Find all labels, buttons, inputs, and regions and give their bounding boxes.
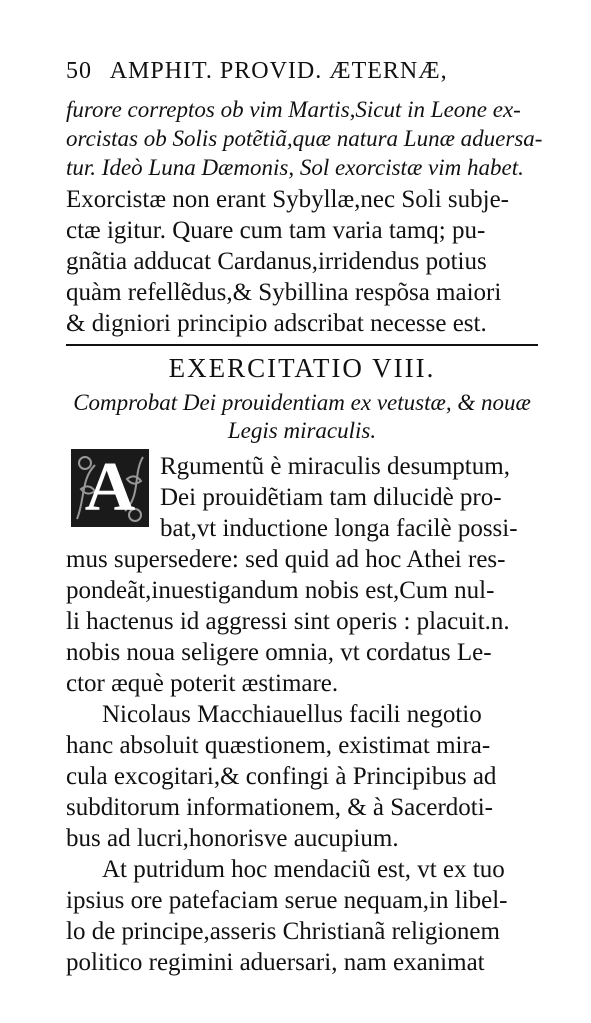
body-text-line: pondeãt,inuestigandum nobis est,Cum nul- [66,577,495,604]
drop-cap-letter: A [84,449,136,526]
body-text-line: subditorum informationem, & à Sacerdoti- [66,794,493,821]
body-text-line: Dei prouidẽtiam tam dilucidè pro- [160,484,502,511]
section-title: EXERCITATIO VIII. [168,353,436,383]
body-text-line: politico regimini aduersari, nam exanimat [66,949,485,976]
body-text-line: Nicolaus Macchiauellus facili negotio [102,701,482,728]
intro-italic-line: furore correptos ob vim Martis,Sicut in Leone ex- [66,97,521,122]
body-text-line: Rgumentũ è miraculis desumptum, [160,453,510,480]
body-text-line: nobis noua seligere omnia, vt cordatus Le- [66,639,492,666]
intro-text-line: & digniori principio adscribat necesse est. [66,310,487,337]
intro-italic-line: tur. Ideò Luna Dæmonis, Sol exorcistæ vim habet. [66,155,524,180]
body-text-line: ipsius ore patefaciam serue nequam,in libel- [66,887,508,914]
running-header [66,58,546,85]
page-number: 50 [66,58,92,84]
body-text-line: hanc absoluit quæstionem, existimat mira- [66,732,491,759]
body-text-line: li hactenus id aggressi sint operis : placuit.n. [66,608,510,635]
body-text-line: ctor æquè poterit æstimare. [66,670,339,697]
drop-cap-initial [71,449,149,527]
section-subtitle: Comprobat Dei prouidentiam ex vetustæ, & nouæ [73,390,531,415]
section-subtitle: Legis miraculis. [227,418,377,443]
intro-text-line: Exorcistæ non erant Sybyllæ,nec Soli subje- [66,186,510,213]
body-text-line: lo de principe,asseris Christianã religionem [66,918,500,945]
body-text-line: bus ad lucri,honorisve aucupium. [66,825,399,852]
body-text-line: mus supersedere: sed quid ad hoc Athei res- [66,546,506,573]
intro-text-line: gnãtia adducat Cardanus,irridendus potius [66,248,487,275]
section-divider [66,344,538,346]
body-text-line: At putridum hoc mendaciũ est, vt ex tuo [102,856,505,883]
intro-text-line: quàm refellẽdus,& Sybillina respõsa maiori [66,279,502,306]
body-text-line: bat,vt inductione longa facilè possi- [160,515,518,542]
intro-text-line: ctæ igitur. Quare cum tam varia tamq; pu- [66,217,486,244]
body-text-line: cula excogitari,& confingi à Principibus ad [66,763,497,790]
intro-italic-line: orcistas ob Solis potẽtiã,quæ natura Lunæ aduersa- [66,126,543,151]
running-title: AMPHIT. PROVID. ÆTERNÆ, [109,58,448,84]
